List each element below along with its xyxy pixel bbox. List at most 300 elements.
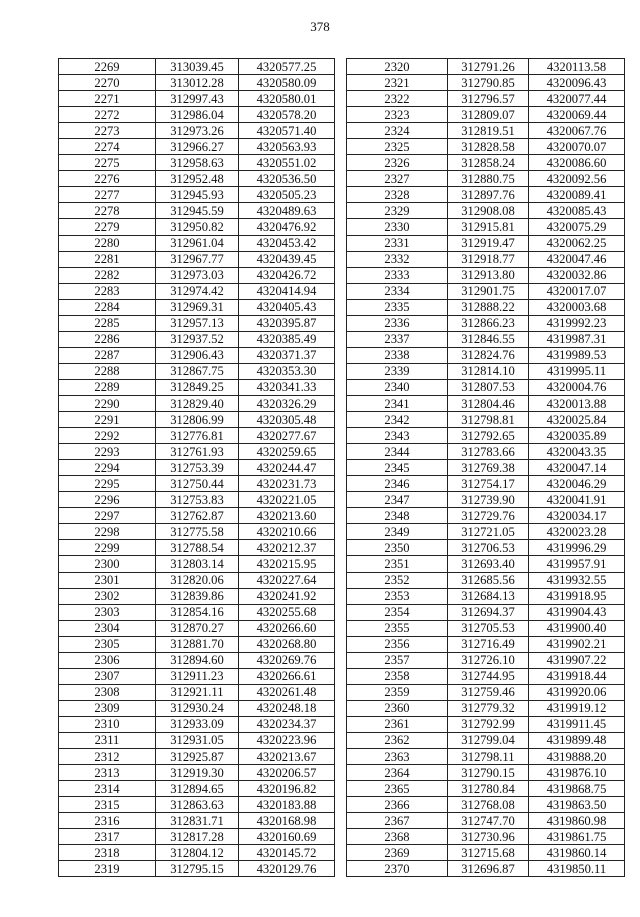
y-coordinate-cell: 4320075.29 (529, 219, 625, 235)
x-coordinate-cell: 312796.57 (448, 91, 529, 107)
y-coordinate-cell: 4319907.22 (529, 652, 625, 668)
point-number-cell: 2287 (59, 347, 156, 363)
y-coordinate-cell: 4320212.37 (239, 540, 335, 556)
table-row (59, 813, 335, 829)
point-number-cell: 2338 (347, 347, 448, 363)
table-row (347, 59, 625, 75)
point-number-cell: 2367 (347, 813, 448, 829)
y-coordinate-cell: 4320092.56 (529, 171, 625, 187)
x-coordinate-cell: 312820.06 (156, 572, 239, 588)
table-row (59, 460, 335, 476)
point-number-cell: 2359 (347, 684, 448, 700)
table-row (59, 331, 335, 347)
y-coordinate-cell: 4320255.68 (239, 604, 335, 620)
x-coordinate-cell: 312870.27 (156, 620, 239, 636)
table-row (347, 315, 625, 331)
x-coordinate-cell: 312915.81 (448, 219, 529, 235)
table-row (347, 524, 625, 540)
y-coordinate-cell: 4319861.75 (529, 829, 625, 845)
table-row (59, 797, 335, 813)
x-coordinate-cell: 313039.45 (156, 59, 239, 75)
x-coordinate-cell: 312790.15 (448, 765, 529, 781)
table-row (59, 203, 335, 219)
point-number-cell: 2328 (347, 187, 448, 203)
table-row (347, 732, 625, 748)
x-coordinate-cell: 312729.76 (448, 508, 529, 524)
y-coordinate-cell: 4320089.41 (529, 187, 625, 203)
table-row (59, 508, 335, 524)
table-row (59, 588, 335, 604)
point-number-cell: 2342 (347, 412, 448, 428)
table-row (59, 861, 335, 877)
point-number-cell: 2301 (59, 572, 156, 588)
point-number-cell: 2272 (59, 107, 156, 123)
point-number-cell: 2304 (59, 620, 156, 636)
y-coordinate-cell: 4319992.23 (529, 315, 625, 331)
point-number-cell: 2296 (59, 492, 156, 508)
y-coordinate-cell: 4319850.11 (529, 861, 625, 877)
y-coordinate-cell: 4320210.66 (239, 524, 335, 540)
y-coordinate-cell: 4319932.55 (529, 572, 625, 588)
y-coordinate-cell: 4320269.76 (239, 652, 335, 668)
x-coordinate-cell: 312958.63 (156, 155, 239, 171)
point-number-cell: 2306 (59, 652, 156, 668)
point-number-cell: 2347 (347, 492, 448, 508)
table-row (347, 492, 625, 508)
x-coordinate-cell: 312880.75 (448, 171, 529, 187)
y-coordinate-cell: 4320183.88 (239, 797, 335, 813)
table-row (59, 636, 335, 652)
x-coordinate-cell: 312684.13 (448, 588, 529, 604)
y-coordinate-cell: 4320160.69 (239, 829, 335, 845)
y-coordinate-cell: 4319900.40 (529, 620, 625, 636)
point-number-cell: 2346 (347, 476, 448, 492)
y-coordinate-cell: 4320571.40 (239, 123, 335, 139)
y-coordinate-cell: 4320113.58 (529, 59, 625, 75)
y-coordinate-cell: 4319868.75 (529, 781, 625, 797)
y-coordinate-cell: 4320145.72 (239, 845, 335, 861)
table-row (347, 861, 625, 877)
y-coordinate-cell: 4320041.91 (529, 492, 625, 508)
x-coordinate-cell: 312783.66 (448, 444, 529, 460)
y-coordinate-cell: 4320227.64 (239, 572, 335, 588)
point-number-cell: 2365 (347, 781, 448, 797)
x-coordinate-cell: 312881.70 (156, 636, 239, 652)
point-number-cell: 2305 (59, 636, 156, 652)
x-coordinate-cell: 312863.63 (156, 797, 239, 813)
y-coordinate-cell: 4319989.53 (529, 347, 625, 363)
table-row (59, 652, 335, 668)
table-row (59, 444, 335, 460)
y-coordinate-cell: 4319899.48 (529, 732, 625, 748)
point-number-cell: 2366 (347, 797, 448, 813)
point-number-cell: 2280 (59, 235, 156, 251)
x-coordinate-cell: 312867.75 (156, 363, 239, 379)
y-coordinate-cell: 4320259.65 (239, 444, 335, 460)
point-number-cell: 2300 (59, 556, 156, 572)
point-number-cell: 2345 (347, 460, 448, 476)
x-coordinate-cell: 312762.87 (156, 508, 239, 524)
point-number-cell: 2335 (347, 299, 448, 315)
y-coordinate-cell: 4320414.94 (239, 283, 335, 299)
y-coordinate-cell: 4320563.93 (239, 139, 335, 155)
table-row (59, 428, 335, 444)
point-number-cell: 2279 (59, 219, 156, 235)
point-number-cell: 2362 (347, 732, 448, 748)
x-coordinate-cell: 312759.46 (448, 684, 529, 700)
point-number-cell: 2291 (59, 412, 156, 428)
x-coordinate-cell: 312824.76 (448, 347, 529, 363)
x-coordinate-cell: 312931.05 (156, 732, 239, 748)
x-coordinate-cell: 312804.12 (156, 845, 239, 861)
table-row (347, 829, 625, 845)
point-number-cell: 2310 (59, 716, 156, 732)
table-row (59, 620, 335, 636)
y-coordinate-cell: 4319911.45 (529, 716, 625, 732)
point-number-cell: 2353 (347, 588, 448, 604)
y-coordinate-cell: 4320536.50 (239, 171, 335, 187)
point-number-cell: 2351 (347, 556, 448, 572)
y-coordinate-cell: 4320578.20 (239, 107, 335, 123)
y-coordinate-cell: 4320213.67 (239, 749, 335, 765)
point-number-cell: 2285 (59, 315, 156, 331)
point-number-cell: 2274 (59, 139, 156, 155)
point-number-cell: 2340 (347, 379, 448, 395)
table-row (59, 75, 335, 91)
point-number-cell: 2294 (59, 460, 156, 476)
x-coordinate-cell: 312792.99 (448, 716, 529, 732)
x-coordinate-cell: 312804.46 (448, 395, 529, 411)
x-coordinate-cell: 312768.08 (448, 797, 529, 813)
table-row (59, 379, 335, 395)
point-number-cell: 2325 (347, 139, 448, 155)
table-row (347, 123, 625, 139)
table-row (347, 251, 625, 267)
y-coordinate-cell: 4320241.92 (239, 588, 335, 604)
y-coordinate-cell: 4319904.43 (529, 604, 625, 620)
table-row (347, 331, 625, 347)
point-number-cell: 2370 (347, 861, 448, 877)
y-coordinate-cell: 4320213.60 (239, 508, 335, 524)
table-row (59, 412, 335, 428)
y-coordinate-cell: 4320223.96 (239, 732, 335, 748)
y-coordinate-cell: 4320244.47 (239, 460, 335, 476)
table-row (347, 379, 625, 395)
x-coordinate-cell: 312921.11 (156, 684, 239, 700)
point-number-cell: 2334 (347, 283, 448, 299)
y-coordinate-cell: 4319987.31 (529, 331, 625, 347)
point-number-cell: 2333 (347, 267, 448, 283)
y-coordinate-cell: 4320077.44 (529, 91, 625, 107)
x-coordinate-cell: 312696.87 (448, 861, 529, 877)
x-coordinate-cell: 312798.11 (448, 749, 529, 765)
y-coordinate-cell: 4320580.09 (239, 75, 335, 91)
y-coordinate-cell: 4320206.57 (239, 765, 335, 781)
y-coordinate-cell: 4319863.50 (529, 797, 625, 813)
point-number-cell: 2337 (347, 331, 448, 347)
y-coordinate-cell: 4320070.07 (529, 139, 625, 155)
table-row (347, 299, 625, 315)
y-coordinate-cell: 4319920.06 (529, 684, 625, 700)
y-coordinate-cell: 4320067.76 (529, 123, 625, 139)
x-coordinate-cell: 312739.90 (448, 492, 529, 508)
x-coordinate-cell: 312819.51 (448, 123, 529, 139)
y-coordinate-cell: 4320032.86 (529, 267, 625, 283)
y-coordinate-cell: 4320168.98 (239, 813, 335, 829)
x-coordinate-cell: 312933.09 (156, 716, 239, 732)
y-coordinate-cell: 4320047.46 (529, 251, 625, 267)
table-row (347, 781, 625, 797)
point-number-cell: 2356 (347, 636, 448, 652)
table-row (347, 540, 625, 556)
point-number-cell: 2289 (59, 379, 156, 395)
x-coordinate-cell: 312957.13 (156, 315, 239, 331)
y-coordinate-cell: 4320086.60 (529, 155, 625, 171)
y-coordinate-cell: 4320248.18 (239, 700, 335, 716)
y-coordinate-cell: 4320034.17 (529, 508, 625, 524)
y-coordinate-cell: 4319860.98 (529, 813, 625, 829)
x-coordinate-cell: 312913.80 (448, 267, 529, 283)
table-row (347, 572, 625, 588)
y-coordinate-cell: 4320577.25 (239, 59, 335, 75)
y-coordinate-cell: 4320062.25 (529, 235, 625, 251)
point-number-cell: 2361 (347, 716, 448, 732)
point-number-cell: 2321 (347, 75, 448, 91)
y-coordinate-cell: 4320353.30 (239, 363, 335, 379)
table-row (347, 107, 625, 123)
y-coordinate-cell: 4320013.88 (529, 395, 625, 411)
x-coordinate-cell: 312950.82 (156, 219, 239, 235)
x-coordinate-cell: 312967.77 (156, 251, 239, 267)
x-coordinate-cell: 312997.43 (156, 91, 239, 107)
point-number-cell: 2368 (347, 829, 448, 845)
table-row (59, 155, 335, 171)
point-number-cell: 2308 (59, 684, 156, 700)
y-coordinate-cell: 4320004.76 (529, 379, 625, 395)
table-row (59, 219, 335, 235)
table-row (59, 171, 335, 187)
point-number-cell: 2326 (347, 155, 448, 171)
point-number-cell: 2303 (59, 604, 156, 620)
y-coordinate-cell: 4320129.76 (239, 861, 335, 877)
point-number-cell: 2369 (347, 845, 448, 861)
table-row (347, 460, 625, 476)
table-row (59, 765, 335, 781)
table-row (59, 716, 335, 732)
x-coordinate-cell: 312986.04 (156, 107, 239, 123)
table-row (347, 476, 625, 492)
y-coordinate-cell: 4320580.01 (239, 91, 335, 107)
y-coordinate-cell: 4320385.49 (239, 331, 335, 347)
point-number-cell: 2312 (59, 749, 156, 765)
point-number-cell: 2352 (347, 572, 448, 588)
table-row (59, 572, 335, 588)
y-coordinate-cell: 4320476.92 (239, 219, 335, 235)
y-coordinate-cell: 4319888.20 (529, 749, 625, 765)
point-number-cell: 2273 (59, 123, 156, 139)
table-row (347, 155, 625, 171)
point-number-cell: 2327 (347, 171, 448, 187)
y-coordinate-cell: 4320371.37 (239, 347, 335, 363)
table-row (347, 219, 625, 235)
point-number-cell: 2341 (347, 395, 448, 411)
table-row (347, 556, 625, 572)
table-row (347, 428, 625, 444)
table-row (59, 732, 335, 748)
x-coordinate-cell: 312930.24 (156, 700, 239, 716)
point-number-cell: 2355 (347, 620, 448, 636)
x-coordinate-cell: 312866.23 (448, 315, 529, 331)
x-coordinate-cell: 312973.03 (156, 267, 239, 283)
x-coordinate-cell: 312901.75 (448, 283, 529, 299)
x-coordinate-cell: 312806.99 (156, 412, 239, 428)
y-coordinate-cell: 4320505.23 (239, 187, 335, 203)
y-coordinate-cell: 4320439.45 (239, 251, 335, 267)
x-coordinate-cell: 313012.28 (156, 75, 239, 91)
y-coordinate-cell: 4319918.95 (529, 588, 625, 604)
table-row (347, 749, 625, 765)
x-coordinate-cell: 312716.49 (448, 636, 529, 652)
y-coordinate-cell: 4320035.89 (529, 428, 625, 444)
point-number-cell: 2332 (347, 251, 448, 267)
x-coordinate-cell: 312779.32 (448, 700, 529, 716)
y-coordinate-cell: 4320489.63 (239, 203, 335, 219)
x-coordinate-cell: 312839.86 (156, 588, 239, 604)
point-number-cell: 2349 (347, 524, 448, 540)
x-coordinate-cell: 312925.87 (156, 749, 239, 765)
table-row (59, 845, 335, 861)
x-coordinate-cell: 312795.15 (156, 861, 239, 877)
y-coordinate-cell: 4319902.21 (529, 636, 625, 652)
table-row (347, 845, 625, 861)
y-coordinate-cell: 4320268.80 (239, 636, 335, 652)
x-coordinate-cell: 312858.24 (448, 155, 529, 171)
table-row (347, 684, 625, 700)
x-coordinate-cell: 312790.85 (448, 75, 529, 91)
point-number-cell: 2286 (59, 331, 156, 347)
x-coordinate-cell: 312694.37 (448, 604, 529, 620)
table-row (347, 235, 625, 251)
y-coordinate-cell: 4320395.87 (239, 315, 335, 331)
table-row (59, 235, 335, 251)
table-row (59, 492, 335, 508)
x-coordinate-cell: 312829.40 (156, 395, 239, 411)
point-number-cell: 2281 (59, 251, 156, 267)
x-coordinate-cell: 312807.53 (448, 379, 529, 395)
point-number-cell: 2357 (347, 652, 448, 668)
table-row (59, 123, 335, 139)
point-number-cell: 2302 (59, 588, 156, 604)
point-number-cell: 2315 (59, 797, 156, 813)
table-row (347, 139, 625, 155)
x-coordinate-cell: 312814.10 (448, 363, 529, 379)
y-coordinate-cell: 4320277.67 (239, 428, 335, 444)
x-coordinate-cell: 312747.70 (448, 813, 529, 829)
table-row (59, 476, 335, 492)
y-coordinate-cell: 4320341.33 (239, 379, 335, 395)
point-number-cell: 2318 (59, 845, 156, 861)
table-row (347, 636, 625, 652)
point-number-cell: 2288 (59, 363, 156, 379)
point-number-cell: 2309 (59, 700, 156, 716)
x-coordinate-cell: 312780.84 (448, 781, 529, 797)
x-coordinate-cell: 312744.95 (448, 668, 529, 684)
y-coordinate-cell: 4320069.44 (529, 107, 625, 123)
point-number-cell: 2270 (59, 75, 156, 91)
point-number-cell: 2336 (347, 315, 448, 331)
x-coordinate-cell: 312753.83 (156, 492, 239, 508)
y-coordinate-cell: 4320231.73 (239, 476, 335, 492)
x-coordinate-cell: 312776.81 (156, 428, 239, 444)
table-row (59, 540, 335, 556)
y-coordinate-cell: 4320085.43 (529, 203, 625, 219)
y-coordinate-cell: 4320017.07 (529, 283, 625, 299)
point-number-cell: 2360 (347, 700, 448, 716)
y-coordinate-cell: 4320023.28 (529, 524, 625, 540)
table-row (59, 299, 335, 315)
point-number-cell: 2295 (59, 476, 156, 492)
x-coordinate-cell: 312750.44 (156, 476, 239, 492)
y-coordinate-cell: 4319918.44 (529, 668, 625, 684)
point-number-cell: 2322 (347, 91, 448, 107)
y-coordinate-cell: 4320221.05 (239, 492, 335, 508)
x-coordinate-cell: 312894.65 (156, 781, 239, 797)
x-coordinate-cell: 312908.08 (448, 203, 529, 219)
table-row (347, 604, 625, 620)
coordinates-table-left (58, 58, 335, 877)
x-coordinate-cell: 312754.17 (448, 476, 529, 492)
table-row (347, 620, 625, 636)
point-number-cell: 2292 (59, 428, 156, 444)
point-number-cell: 2276 (59, 171, 156, 187)
table-row (347, 171, 625, 187)
y-coordinate-cell: 4320025.84 (529, 412, 625, 428)
x-coordinate-cell: 312919.30 (156, 765, 239, 781)
point-number-cell: 2350 (347, 540, 448, 556)
y-coordinate-cell: 4320003.68 (529, 299, 625, 315)
point-number-cell: 2313 (59, 765, 156, 781)
x-coordinate-cell: 312846.55 (448, 331, 529, 347)
x-coordinate-cell: 312706.53 (448, 540, 529, 556)
point-number-cell: 2271 (59, 91, 156, 107)
y-coordinate-cell: 4320426.72 (239, 267, 335, 283)
x-coordinate-cell: 312761.93 (156, 444, 239, 460)
y-coordinate-cell: 4320096.43 (529, 75, 625, 91)
x-coordinate-cell: 312897.76 (448, 187, 529, 203)
x-coordinate-cell: 312919.47 (448, 235, 529, 251)
table-row (347, 395, 625, 411)
x-coordinate-cell: 312803.14 (156, 556, 239, 572)
table-row (347, 412, 625, 428)
table-row (59, 251, 335, 267)
point-number-cell: 2330 (347, 219, 448, 235)
point-number-cell: 2284 (59, 299, 156, 315)
x-coordinate-cell: 312799.04 (448, 732, 529, 748)
point-number-cell: 2314 (59, 781, 156, 797)
point-number-cell: 2283 (59, 283, 156, 299)
y-coordinate-cell: 4320453.42 (239, 235, 335, 251)
y-coordinate-cell: 4320047.14 (529, 460, 625, 476)
table-row (59, 395, 335, 411)
y-coordinate-cell: 4319995.11 (529, 363, 625, 379)
table-row (59, 524, 335, 540)
x-coordinate-cell: 312726.10 (448, 652, 529, 668)
point-number-cell: 2290 (59, 395, 156, 411)
table-row (59, 107, 335, 123)
table-row (347, 187, 625, 203)
x-coordinate-cell: 312911.23 (156, 668, 239, 684)
x-coordinate-cell: 312792.65 (448, 428, 529, 444)
